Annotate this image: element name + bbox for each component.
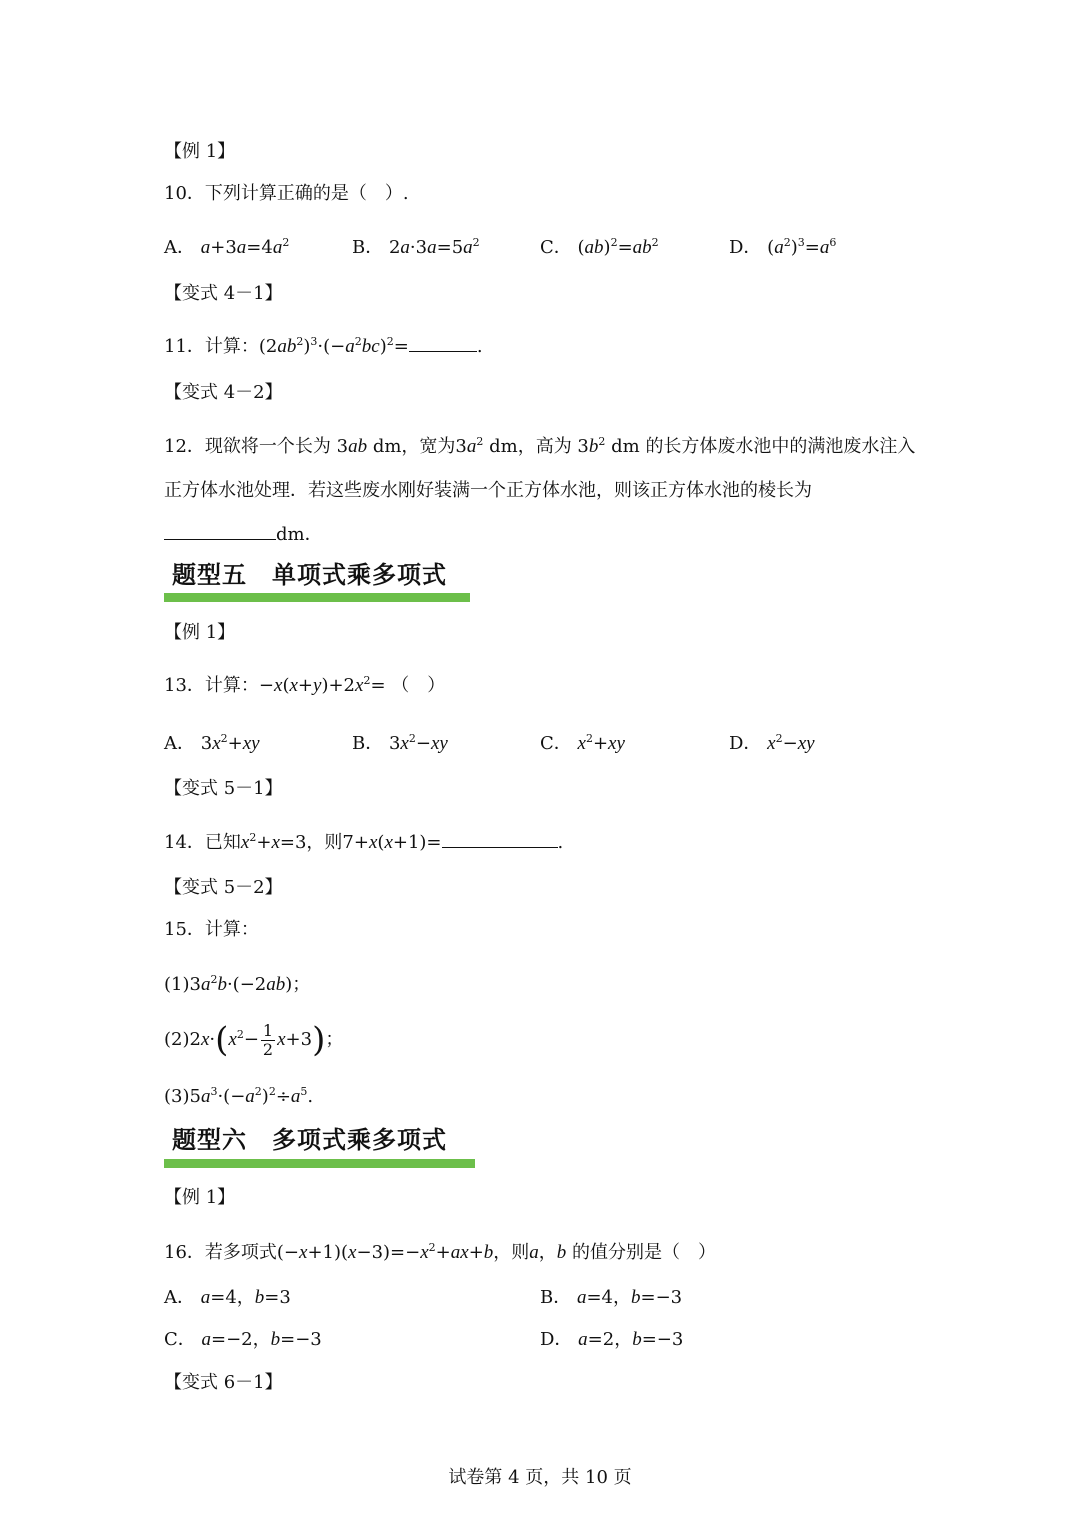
answer-blank[interactable]: [409, 335, 477, 352]
question-15-part3: $(3)5a^3\cdot(-a^2)^2\div a^5$.: [164, 1085, 314, 1107]
question-15-part1: $(1)3a^2b\cdot(-2ab)$；: [164, 973, 311, 995]
q13-option-d: D． $x^2-xy$: [729, 732, 815, 754]
example-label: 【例 1】: [164, 622, 236, 643]
variant-label: 【变式 4－2】: [164, 382, 283, 403]
q10-option-b: B． $2a\cdot 3a=5a^2$: [352, 236, 480, 258]
question-14: 14．已知$x^2+x=3$，则7+x(x+1)= .: [164, 831, 564, 853]
variant-label: 【变式 6－1】: [164, 1372, 283, 1393]
q10-option-c: C． $(ab)^2=ab^2$: [540, 236, 659, 258]
question-15-stem: 15．计算：: [164, 919, 259, 940]
q13-option-b: B． $3x^2-xy$: [352, 732, 448, 754]
question-10-stem: 10．下列计算正确的是（ ）.: [164, 183, 409, 204]
variant-label: 【变式 5－2】: [164, 877, 283, 898]
example-label: 【例 1】: [164, 141, 236, 162]
page-footer: 试卷第 4 页，共 10 页: [448, 1467, 632, 1488]
section-underline: [164, 1159, 475, 1168]
variant-label: 【变式 5－1】: [164, 778, 283, 799]
q13-option-a: A． $3x^2+xy$: [164, 732, 260, 754]
question-15-part2: $(2)2x\cdot(x^2-$ $\frac{1}{2}$ x+3)；: [164, 1020, 344, 1060]
question-16: 16．若多项式$(-x+1)(x-3)=-x^2+ax+b$，则a，b 的值分别是（ ）: [164, 1241, 717, 1263]
question-12-line1: 12．现欲将一个长为 3ab dm，宽为$3a^2$ dm，高为 $3b^2$ dm 的长方体废水池中的满池废水注入: [164, 435, 916, 457]
q13-option-c: C． $x^2+xy$: [540, 732, 625, 754]
q16-option-d: D． a=2，b=−3: [540, 1329, 684, 1350]
section-title-6: 题型六 多项式乘多项式: [172, 1126, 447, 1154]
q16-option-c: C． a=−2，b=−3: [164, 1329, 322, 1350]
variant-label: 【变式 4－1】: [164, 283, 283, 304]
answer-blank[interactable]: [164, 523, 276, 540]
question-12-line2: 正方体水池处理．若这些废水刚好装满一个正方体水池，则该正方体水池的棱长为: [164, 480, 812, 501]
question-12-line3: dm．: [164, 522, 323, 548]
answer-blank[interactable]: [442, 831, 558, 848]
question-13: 13．计算：$-x(x+y)+2x^2=$ （ ）: [164, 674, 446, 696]
q10-option-a: A． $a+3a=4a^2$: [164, 236, 290, 258]
example-label: 【例 1】: [164, 1187, 236, 1208]
q16-option-a: A． a=4，b=3: [164, 1287, 291, 1308]
section-title-5: 题型五 单项式乘多项式: [172, 561, 447, 589]
q10-option-d: D． $(a^2)^3=a^6$: [729, 236, 837, 258]
question-11: 11．计算：$(2ab^2)^3\cdot(-a^2bc)^2=$ .: [164, 335, 483, 357]
section-underline: [164, 593, 470, 602]
q16-option-b: B． a=4，b=−3: [540, 1287, 683, 1308]
